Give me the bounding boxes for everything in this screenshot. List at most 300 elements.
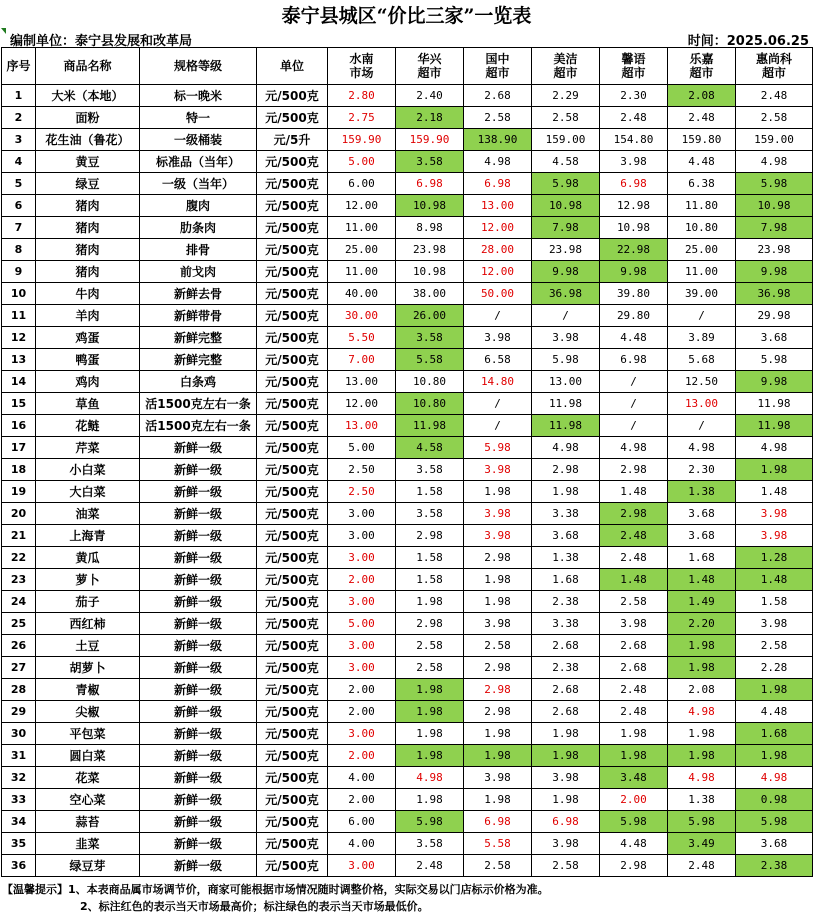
row-price-cell: 1.98	[532, 723, 600, 745]
row-unit: 元/5升	[257, 129, 328, 151]
row-price-cell: 2.68	[600, 635, 668, 657]
row-price-cell: 3.00	[328, 723, 396, 745]
row-unit: 元/500克	[257, 789, 328, 811]
row-price-cell: 3.58	[396, 833, 464, 855]
row-seq: 24	[2, 591, 36, 613]
row-spec: 新鲜一级	[140, 525, 257, 547]
header-huishangke: 惠尚科 超市	[736, 48, 813, 85]
row-product-name: 鸡蛋	[36, 327, 140, 349]
table-row	[2, 107, 813, 129]
row-product-name: 绿豆芽	[36, 855, 140, 877]
row-price-cell: 5.98	[396, 811, 464, 833]
row-price-cell: 29.80	[600, 305, 668, 327]
row-price-cell: 1.48	[736, 569, 813, 591]
header-shuinan: 水南 市场	[328, 48, 396, 85]
row-seq: 14	[2, 371, 36, 393]
row-price-cell: 2.80	[328, 85, 396, 107]
table-row	[2, 283, 813, 305]
row-price-cell: 1.98	[600, 745, 668, 767]
row-price-cell: 25.00	[668, 239, 736, 261]
header-lejia: 乐嘉 超市	[668, 48, 736, 85]
table-row	[2, 349, 813, 371]
row-spec: 腹肉	[140, 195, 257, 217]
header-huaxing: 华兴 超市	[396, 48, 464, 85]
row-price-cell: 1.58	[396, 547, 464, 569]
row-price-cell: 2.98	[464, 657, 532, 679]
row-price-cell: 3.49	[668, 833, 736, 855]
row-price-cell: 1.48	[600, 481, 668, 503]
row-price-cell: 1.48	[600, 569, 668, 591]
row-spec: 前戈肉	[140, 261, 257, 283]
row-product-name: 草鱼	[36, 393, 140, 415]
row-price-cell: 22.98	[600, 239, 668, 261]
row-unit: 元/500克	[257, 261, 328, 283]
row-price-cell: 2.38	[532, 657, 600, 679]
row-price-cell: 1.98	[396, 701, 464, 723]
row-price-cell: 29.98	[736, 305, 813, 327]
row-seq: 17	[2, 437, 36, 459]
header-guozhong: 国中 超市	[464, 48, 532, 85]
row-price-cell: 4.48	[736, 701, 813, 723]
row-product-name: 平包菜	[36, 723, 140, 745]
table-row	[2, 569, 813, 591]
row-price-cell: 2.68	[464, 85, 532, 107]
row-product-name: 花菜	[36, 767, 140, 789]
row-price-cell: 2.38	[532, 591, 600, 613]
row-product-name: 羊肉	[36, 305, 140, 327]
row-price-cell: 6.58	[464, 349, 532, 371]
row-price-cell: 1.98	[396, 789, 464, 811]
row-price-cell: 5.98	[600, 811, 668, 833]
row-seq: 15	[2, 393, 36, 415]
table-row	[2, 767, 813, 789]
row-seq: 1	[2, 85, 36, 107]
row-price-cell: 2.68	[532, 701, 600, 723]
note-line-1: 【温馨提示】1、本表商品属市场调节价，商家可能根据市场情况随时调整价格，实际交易以门店标示价格为准。	[2, 883, 549, 896]
row-price-cell: 2.98	[600, 459, 668, 481]
row-price-cell: 5.98	[736, 173, 813, 195]
row-price-cell: 10.98	[736, 195, 813, 217]
row-price-cell: 6.98	[396, 173, 464, 195]
row-price-cell: 2.98	[600, 503, 668, 525]
row-price-cell: 4.58	[396, 437, 464, 459]
row-seq: 2	[2, 107, 36, 129]
row-price-cell: 2.08	[668, 679, 736, 701]
row-price-cell: 1.58	[736, 591, 813, 613]
row-price-cell: 2.00	[328, 789, 396, 811]
row-spec: 新鲜一级	[140, 613, 257, 635]
row-price-cell: 3.00	[328, 657, 396, 679]
row-product-name: 芹菜	[36, 437, 140, 459]
row-product-name: 茄子	[36, 591, 140, 613]
row-price-cell: 2.98	[396, 525, 464, 547]
row-seq: 12	[2, 327, 36, 349]
row-price-cell: 11.98	[532, 393, 600, 415]
row-spec: 新鲜一级	[140, 723, 257, 745]
table-header-row	[2, 48, 813, 85]
row-price-cell: 4.48	[600, 833, 668, 855]
row-product-name: 圆白菜	[36, 745, 140, 767]
row-price-cell: 2.98	[532, 459, 600, 481]
row-seq: 27	[2, 657, 36, 679]
table-row	[2, 393, 813, 415]
row-seq: 21	[2, 525, 36, 547]
note-line-2: 2、标注红色的表示当天市场最高价；标注绿色的表示当天市场最低价。	[80, 900, 429, 913]
row-price-cell: 3.68	[668, 525, 736, 547]
row-price-cell: 9.98	[600, 261, 668, 283]
row-spec: 特一	[140, 107, 257, 129]
row-price-cell: 10.98	[396, 195, 464, 217]
row-price-cell: 5.98	[532, 173, 600, 195]
row-spec: 标一晚米	[140, 85, 257, 107]
table-row	[2, 547, 813, 569]
row-spec: 新鲜一级	[140, 459, 257, 481]
row-price-cell: 2.50	[328, 459, 396, 481]
row-price-cell: 1.98	[736, 745, 813, 767]
row-unit: 元/500克	[257, 393, 328, 415]
row-product-name: 猪肉	[36, 239, 140, 261]
table-row	[2, 789, 813, 811]
row-unit: 元/500克	[257, 85, 328, 107]
row-price-cell: 9.98	[736, 371, 813, 393]
header-spec: 规格等级	[140, 48, 257, 85]
row-spec: 排骨	[140, 239, 257, 261]
row-product-name: 花生油（鲁花）	[36, 129, 140, 151]
table-row	[2, 745, 813, 767]
row-price-cell: 1.48	[668, 569, 736, 591]
row-price-cell: 2.30	[600, 85, 668, 107]
row-price-cell: 3.98	[464, 525, 532, 547]
row-price-cell: 10.80	[396, 371, 464, 393]
row-price-cell: 2.58	[464, 635, 532, 657]
row-price-cell: 3.98	[532, 767, 600, 789]
row-unit: 元/500克	[257, 635, 328, 657]
row-price-cell: 4.98	[736, 767, 813, 789]
row-seq: 11	[2, 305, 36, 327]
row-price-cell: 1.98	[736, 459, 813, 481]
row-spec: 新鲜一级	[140, 679, 257, 701]
row-price-cell: 13.00	[532, 371, 600, 393]
row-price-cell: 7.98	[736, 217, 813, 239]
row-product-name: 小白菜	[36, 459, 140, 481]
row-price-cell: 1.98	[464, 481, 532, 503]
row-price-cell: 2.58	[736, 635, 813, 657]
row-seq: 28	[2, 679, 36, 701]
row-price-cell: 2.20	[668, 613, 736, 635]
row-price-cell: 2.58	[464, 107, 532, 129]
row-price-cell: 2.48	[600, 107, 668, 129]
row-price-cell: 3.00	[328, 525, 396, 547]
table-row	[2, 613, 813, 635]
row-product-name: 尖椒	[36, 701, 140, 723]
header-name: 商品名称	[36, 48, 140, 85]
row-product-name: 黄豆	[36, 151, 140, 173]
row-price-cell: 4.98	[600, 437, 668, 459]
row-price-cell: 3.38	[532, 503, 600, 525]
row-price-cell: 1.48	[736, 481, 813, 503]
row-spec: 新鲜一级	[140, 811, 257, 833]
row-price-cell: 3.00	[328, 503, 396, 525]
row-price-cell: 1.98	[464, 745, 532, 767]
row-price-cell: 5.50	[328, 327, 396, 349]
row-price-cell: 6.98	[532, 811, 600, 833]
row-price-cell: 2.68	[532, 679, 600, 701]
compiler-label: 编制单位：泰宁县发展和改革局	[10, 34, 193, 49]
row-spec: 新鲜一级	[140, 481, 257, 503]
row-price-cell: 154.80	[600, 129, 668, 151]
row-price-cell: 11.98	[396, 415, 464, 437]
row-price-cell: 50.00	[464, 283, 532, 305]
row-price-cell: 2.68	[600, 657, 668, 679]
table-row	[2, 371, 813, 393]
row-price-cell: 2.98	[464, 701, 532, 723]
row-price-cell: 5.98	[736, 811, 813, 833]
row-price-cell: 159.90	[396, 129, 464, 151]
row-price-cell: 2.98	[464, 547, 532, 569]
row-price-cell: 3.98	[600, 613, 668, 635]
row-price-cell: 7.98	[532, 217, 600, 239]
row-price-cell: 12.98	[600, 195, 668, 217]
row-unit: 元/500克	[257, 305, 328, 327]
row-price-cell: 3.98	[736, 503, 813, 525]
row-price-cell: 1.98	[396, 679, 464, 701]
row-seq: 16	[2, 415, 36, 437]
row-price-cell: 2.58	[532, 855, 600, 877]
row-price-cell: 36.98	[532, 283, 600, 305]
row-price-cell: 5.00	[328, 151, 396, 173]
row-unit: 元/500克	[257, 767, 328, 789]
row-unit: 元/500克	[257, 481, 328, 503]
row-product-name: 牛肉	[36, 283, 140, 305]
row-price-cell: 26.00	[396, 305, 464, 327]
row-price-cell: 3.98	[464, 767, 532, 789]
row-unit: 元/500克	[257, 107, 328, 129]
row-price-cell: 2.48	[600, 679, 668, 701]
row-price-cell: 14.80	[464, 371, 532, 393]
row-price-cell: /	[464, 415, 532, 437]
row-price-cell: /	[464, 305, 532, 327]
row-price-cell: 6.00	[328, 173, 396, 195]
row-price-cell: 5.58	[396, 349, 464, 371]
row-price-cell: 1.98	[600, 723, 668, 745]
row-price-cell: 11.00	[668, 261, 736, 283]
header-meijie: 美洁 超市	[532, 48, 600, 85]
row-price-cell: 1.98	[464, 569, 532, 591]
row-seq: 19	[2, 481, 36, 503]
table-row	[2, 129, 813, 151]
row-price-cell: 4.58	[532, 151, 600, 173]
row-price-cell: 2.98	[464, 679, 532, 701]
row-price-cell: 4.00	[328, 767, 396, 789]
row-seq: 6	[2, 195, 36, 217]
row-price-cell: /	[600, 393, 668, 415]
row-seq: 5	[2, 173, 36, 195]
row-price-cell: 3.58	[396, 327, 464, 349]
row-price-cell: 10.80	[668, 217, 736, 239]
row-seq: 9	[2, 261, 36, 283]
row-unit: 元/500克	[257, 613, 328, 635]
row-price-cell: 40.00	[328, 283, 396, 305]
row-price-cell: 39.80	[600, 283, 668, 305]
row-spec: 白条鸡	[140, 371, 257, 393]
row-price-cell: 1.98	[396, 723, 464, 745]
row-price-cell: 2.48	[668, 107, 736, 129]
row-price-cell: 5.68	[668, 349, 736, 371]
table-row	[2, 723, 813, 745]
row-price-cell: 2.58	[600, 591, 668, 613]
row-price-cell: 10.80	[396, 393, 464, 415]
row-price-cell: 1.38	[532, 547, 600, 569]
row-spec: 新鲜一级	[140, 745, 257, 767]
row-price-cell: 2.48	[600, 525, 668, 547]
row-seq: 26	[2, 635, 36, 657]
table-row	[2, 855, 813, 877]
row-product-name: 土豆	[36, 635, 140, 657]
row-unit: 元/500克	[257, 239, 328, 261]
row-product-name: 蒜苔	[36, 811, 140, 833]
row-price-cell: 30.00	[328, 305, 396, 327]
row-spec: 新鲜一级	[140, 437, 257, 459]
row-product-name: 西红柿	[36, 613, 140, 635]
row-product-name: 青椒	[36, 679, 140, 701]
row-product-name: 面粉	[36, 107, 140, 129]
row-spec: 活1500克左右一条	[140, 415, 257, 437]
header-seq: 序号	[2, 48, 36, 85]
row-price-cell: 1.68	[668, 547, 736, 569]
row-seq: 20	[2, 503, 36, 525]
row-product-name: 绿豆	[36, 173, 140, 195]
row-price-cell: 3.00	[328, 635, 396, 657]
table-row	[2, 195, 813, 217]
row-price-cell: 5.00	[328, 613, 396, 635]
row-spec: 标准品（当年）	[140, 151, 257, 173]
row-price-cell: 1.98	[668, 657, 736, 679]
row-product-name: 胡萝卜	[36, 657, 140, 679]
row-spec: 新鲜一级	[140, 657, 257, 679]
row-spec: 新鲜带骨	[140, 305, 257, 327]
row-price-cell: 4.98	[464, 151, 532, 173]
row-price-cell: /	[668, 415, 736, 437]
row-unit: 元/500克	[257, 525, 328, 547]
row-price-cell: 3.68	[736, 833, 813, 855]
row-price-cell: 2.48	[736, 85, 813, 107]
row-seq: 7	[2, 217, 36, 239]
row-price-cell: 3.00	[328, 591, 396, 613]
row-price-cell: 1.38	[668, 481, 736, 503]
row-price-cell: 2.00	[328, 701, 396, 723]
row-price-cell: 1.98	[464, 723, 532, 745]
row-unit: 元/500克	[257, 701, 328, 723]
row-price-cell: 3.38	[532, 613, 600, 635]
row-price-cell: 5.98	[532, 349, 600, 371]
row-seq: 3	[2, 129, 36, 151]
table-body	[2, 85, 813, 877]
row-product-name: 鸭蛋	[36, 349, 140, 371]
table-row	[2, 85, 813, 107]
row-price-cell: 4.98	[532, 437, 600, 459]
row-price-cell: 2.30	[668, 459, 736, 481]
table-row	[2, 525, 813, 547]
row-seq: 23	[2, 569, 36, 591]
row-price-cell: 2.40	[396, 85, 464, 107]
row-price-cell: 11.98	[532, 415, 600, 437]
row-price-cell: 6.98	[464, 811, 532, 833]
table-row	[2, 239, 813, 261]
row-unit: 元/500克	[257, 195, 328, 217]
row-price-cell: 1.98	[532, 481, 600, 503]
header-xinyu: 馨语 超市	[600, 48, 668, 85]
row-price-cell: 28.00	[464, 239, 532, 261]
row-price-cell: 12.50	[668, 371, 736, 393]
row-seq: 25	[2, 613, 36, 635]
row-price-cell: 23.98	[736, 239, 813, 261]
row-price-cell: 2.38	[736, 855, 813, 877]
row-seq: 18	[2, 459, 36, 481]
row-price-cell: 1.68	[736, 723, 813, 745]
row-price-cell: 2.58	[464, 855, 532, 877]
row-price-cell: 1.68	[532, 569, 600, 591]
row-price-cell: 1.98	[396, 591, 464, 613]
row-product-name: 韭菜	[36, 833, 140, 855]
row-price-cell: 6.38	[668, 173, 736, 195]
row-price-cell: 38.00	[396, 283, 464, 305]
row-price-cell: 36.98	[736, 283, 813, 305]
row-price-cell: 159.00	[532, 129, 600, 151]
row-price-cell: 2.00	[328, 679, 396, 701]
row-price-cell: /	[464, 393, 532, 415]
row-price-cell: 6.98	[464, 173, 532, 195]
row-price-cell: 1.38	[668, 789, 736, 811]
row-price-cell: 11.98	[736, 415, 813, 437]
row-price-cell: 4.00	[328, 833, 396, 855]
row-price-cell: 1.98	[464, 789, 532, 811]
row-price-cell: 2.58	[396, 657, 464, 679]
row-seq: 29	[2, 701, 36, 723]
row-price-cell: 13.00	[668, 393, 736, 415]
meta-bar	[0, 30, 813, 47]
row-price-cell: 3.68	[736, 327, 813, 349]
row-price-cell: 2.28	[736, 657, 813, 679]
row-price-cell: 4.98	[668, 767, 736, 789]
row-unit: 元/500克	[257, 855, 328, 877]
row-price-cell: 13.00	[328, 371, 396, 393]
row-price-cell: 7.00	[328, 349, 396, 371]
row-seq: 4	[2, 151, 36, 173]
row-price-cell: 3.00	[328, 547, 396, 569]
row-price-cell: 1.98	[668, 723, 736, 745]
row-product-name: 萝卜	[36, 569, 140, 591]
row-price-cell: 0.98	[736, 789, 813, 811]
row-unit: 元/500克	[257, 569, 328, 591]
row-product-name: 黄瓜	[36, 547, 140, 569]
row-price-cell: 2.00	[600, 789, 668, 811]
row-product-name: 大米（本地）	[36, 85, 140, 107]
table-row	[2, 261, 813, 283]
row-price-cell: 3.98	[464, 459, 532, 481]
row-seq: 13	[2, 349, 36, 371]
row-spec: 新鲜一级	[140, 855, 257, 877]
row-product-name: 猪肉	[36, 217, 140, 239]
row-price-cell: 23.98	[396, 239, 464, 261]
row-spec: 新鲜一级	[140, 767, 257, 789]
row-unit: 元/500克	[257, 173, 328, 195]
row-price-cell: 3.00	[328, 855, 396, 877]
row-price-cell: 4.48	[668, 151, 736, 173]
row-spec: 新鲜一级	[140, 833, 257, 855]
row-product-name: 上海青	[36, 525, 140, 547]
row-unit: 元/500克	[257, 327, 328, 349]
row-price-cell: 3.98	[532, 833, 600, 855]
